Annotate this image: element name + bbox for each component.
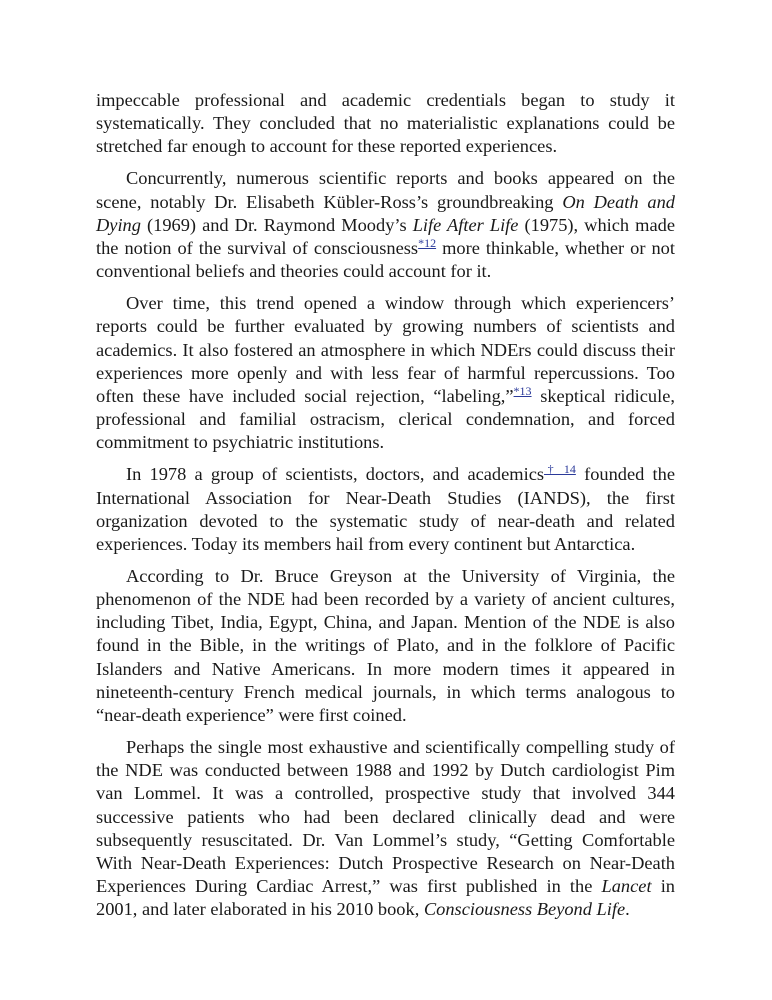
text-run: (1969) and Dr. Raymond Moody’s: [140, 214, 413, 235]
italic-title: On Death and Dying: [96, 191, 675, 235]
text-run: Over time, this trend opened a window through which experiencers’ reports could be further evaluated by growing numbers of scientists and academics. It also fostered an atmosphere in which NDErs could discuss their experiences more openly and with less fear of harmful repercussions. Too often these have included social rejection, “labeling,”: [96, 293, 675, 406]
text-run: (1975), which made the notion of the survival of consciousness: [96, 214, 675, 258]
paragraph-5: [96, 565, 675, 727]
text-run: impeccable professional and academic credentials began to study it systematically. They concluded that no materialistic explanations could be stretched far enough to account for these reported experiences.: [96, 90, 675, 157]
footnote-link[interactable]: *12: [418, 235, 437, 250]
text-run: skeptical ridicule, professional and familial ostracism, clerical condemnation, and forced commitment to psychiatric institutions.: [96, 385, 675, 453]
text-run: According to Dr. Bruce Greyson at the University of Virginia, the phenomenon of the NDE had been recorded by a variety of ancient cultures, including Tibet, India, Egypt, China, and Japan. Mention of the NDE is also found in the Bible, in the writings of Plato, and in the folklore of Pacific Islanders and Native Americans. In more modern times it appeared in nineteenth-century French medical journals, in which terms analogous to “near-death experience” were first coined.: [96, 565, 675, 725]
footnote-link[interactable]: *13: [513, 383, 532, 398]
paragraph-6: [96, 736, 675, 921]
italic-title: Lancet: [601, 876, 652, 896]
paragraph-2: [96, 167, 675, 283]
text-run: more thinkable, whether or not conventional beliefs and theories could account for it.: [96, 237, 675, 282]
text-run: Perhaps the single most exhaustive and scientifically compelling study of the NDE was conducted between 1988 and 1992 by Dutch cardiologist Pim van Lommel. It was a controlled, prospective study that involved 344 successive patients who had been declared clinically dead and were subsequently resuscitated. Dr. Van Lommel’s study, “Getting Comfortable With Near-Death Experiences: Dutch Prospective Research on Near-Death Experiences During Cardiac Arrest,” was first published in the: [96, 737, 675, 896]
paragraph-1: [96, 89, 675, 158]
paragraph-3: [96, 292, 675, 454]
text-run: founded the International Association for Near-Death Studies (IANDS), the first organization devoted to the systematic study of near-death and related experiences. Today its members hail from every continent but Antarctica.: [96, 464, 675, 554]
text-run: .: [625, 899, 630, 920]
paragraph-4: [96, 463, 675, 556]
italic-title: Consciousness Beyond Life: [423, 899, 626, 920]
page-body: [96, 89, 675, 930]
text-run: In 1978 a group of scientists, doctors, and academics: [126, 464, 545, 485]
text-run: in 2001, and later elaborated in his 2010 book,: [96, 876, 675, 920]
italic-title: Life After Life: [412, 214, 519, 235]
text-run: Concurrently, numerous scientific reports and books appeared on the scene, notably Dr. Elisabeth Kübler-Ross’s groundbreaking: [96, 168, 675, 212]
footnote-link[interactable]: † 14: [544, 462, 576, 477]
